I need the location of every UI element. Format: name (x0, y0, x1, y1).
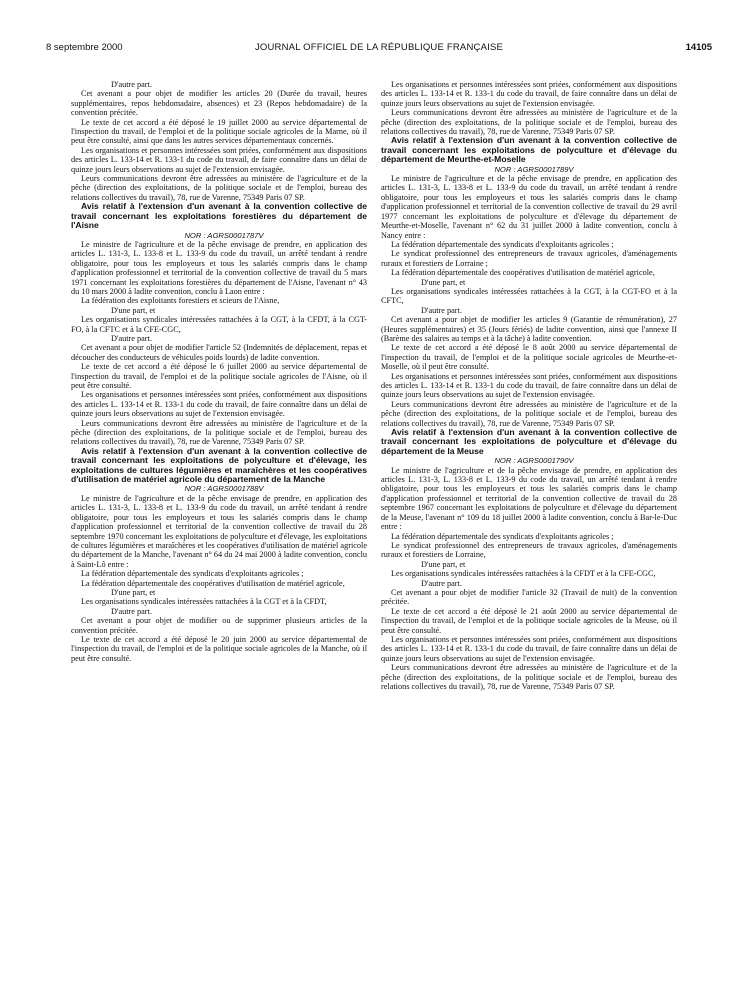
paragraph: Cet avenant a pour objet de modifier l'article 52 (Indemnités de déplacement, repas et découcher des conducteurs de véhicules poids lourds) de ladite convention. (71, 343, 367, 362)
notice-manche (71, 447, 367, 663)
nor-reference: NOR : AGRS0001787V (184, 230, 264, 240)
paragraph: Les organisations et personnes intéressées sont priées, conformément aux dispositions des articles L. 133-14 et R. 133-1 du code du travail, de faire connaître dans un délai de quinze jours leurs observations au sujet de l'extension envisagée. (71, 145, 367, 174)
paragraph: Cet avenant a pour objet de modifier les articles 20 (Durée du travail, heures supplémentaires, repos hebdomadaire, absences) et 23 (Repos hebdomadaire) de la convention précitée. (71, 89, 367, 118)
paragraph: Leurs communications devront être adressées au ministère de l'agriculture et de la pêche (direction des exploitations, de la politique sociale et de l'emploi, bureau des relations collectives du travail), 78, rue de Varenne, 75349 Paris 07 SP. (71, 418, 367, 447)
paragraph: Le texte de cet accord a été déposé le 19 juillet 2000 au service départemental de l'inspection du travail, de l'emploi et de la politique sociale agricoles de la Marne, où il peut être consulté, ainsi que dans les autres services départementaux concernés. (71, 117, 367, 146)
paragraph: D'autre part. (421, 578, 462, 588)
paragraph: La fédération départementale des syndicats d'exploitants agricoles ; (391, 531, 614, 541)
paragraph: D'autre part. (111, 333, 152, 343)
paragraph: D'autre part. (111, 606, 152, 616)
journal-title: JOURNAL OFFICIEL DE LA RÉPUBLIQUE FRANÇAISE (254, 42, 504, 53)
paragraph: D'autre part. (111, 80, 152, 89)
paragraph: Leurs communications devront être adressées au ministère de l'agriculture et de la pêche (direction des exploitations, de la politique sociale et de l'emploi, bureau des relations collectives du travail), 78, rue de Varenne, 75349 Paris 07 SP. (381, 108, 677, 137)
page-number: 14105 (685, 42, 712, 53)
page-header (46, 42, 712, 56)
paragraph: Cet avenant a pour objet de modifier l'article 32 (Travail de nuit) de la convention précitée. (381, 587, 677, 607)
notice-title: Avis relatif à l'extension d'un avenant à la convention collective de travail concernant les exploitations de polyculture et d'élevage, les exploitations de cultures légumières et maraîchères et les coopératives d'utilisation de matériel agricole du département de la Manche (71, 445, 367, 485)
paragraph: Les organisations syndicales intéressées rattachées à la CGT, à la CFDT, à la CGT-FO, à la CFTC et à la CFE-CGC, (71, 315, 367, 334)
paragraph: Les organisations et personnes intéressées sont priées, conformément aux dispositions des articles L. 133-14 et R. 133-1 du code du travail, de faire connaître dans un délai de quinze jours leurs observations au sujet de l'extension envisagée. (71, 390, 367, 419)
paragraph: La fédération départementale des syndicats d'exploitants agricoles ; (391, 239, 614, 249)
paragraph: Le ministre de l'agriculture et de la pêche envisage de prendre, en application des articles L. 131-3, L. 133-8 et L. 133-9 du code du travail, un arrêté tendant à rendre obligatoire, pour tous les employeurs et tous les salariés compris dans le champ d'application professionnel et territorial de la convention collective de travail du 28 septembre 1967 concernant les exploitations de polyculture et d'élevage du département de la Meuse, l'avenant n° 109 du 18 juillet 2000 à ladite convention, conclu à Bar-le-Duc entre : (381, 465, 677, 532)
paragraph: Les organisations et personnes intéressées sont priées, conformément aux dispositions des articles L. 133-14 et R. 133-1 du code du travail, de faire connaître dans un délai de quinze jours leurs observations au sujet de l'extension envisagée. (381, 371, 677, 400)
notice-title: Avis relatif à l'extension d'un avenant à la convention collective de travail concernant les exploitations forestières du département de l'Aisne (71, 201, 367, 231)
paragraph: Leurs communications devront être adressées au ministère de l'agriculture et de la pêche (direction des exploitations, de la politique sociale et de l'emploi, bureau des relations collectives du travail), 78, rue de Varenne, 75349 Paris 07 SP. (71, 174, 367, 202)
paragraph: Le syndicat professionnel des entrepreneurs de travaux agricoles, d'aménagements ruraux et forestiers de Lorraine ; (381, 249, 677, 268)
paragraph: La fédération départementale des syndicats d'exploitants agricoles ; (81, 569, 304, 579)
paragraph: Cet avenant a pour objet de modifier ou de supprimer plusieurs articles de la convention précitée. (71, 616, 367, 635)
paragraph: D'autre part. (421, 305, 462, 315)
paragraph: D'une part, et (111, 587, 156, 597)
nor-reference: NOR : AGRS0001789V (494, 164, 574, 174)
paragraph: La fédération départementale des coopératives d'utilisation de matériel agricole, (391, 268, 655, 278)
paragraph: Leurs communications devront être adressées au ministère de l'agriculture et de la pêche (direction des exploitations, de la politique sociale et de l'emploi, bureau des relations collectives du travail), 78, rue de Varenne, 75349 Paris 07 SP. (381, 663, 677, 691)
notice-aisne (71, 202, 367, 447)
paragraph: Le ministre de l'agriculture et de la pêche envisage de prendre, en application des articles L. 131-3, L. 133-8 et L. 133-9 du code du travail, un arrêté tendant à rendre obligatoire, pour tous les employeurs et tous les salariés compris dans le champ d'application professionnel et territorial de la convention collective de travail du 5 mars 1971 concernant les exploitations forestières du département de l'Aisne, l'avenant n° 43 du 10 mars 2000 à ladite convention, conclu à Laon entre : (71, 239, 367, 296)
paragraph: Le syndicat professionnel des entrepreneurs de travaux agricoles, d'aménagements ruraux et forestiers de Lorraine, (381, 540, 677, 560)
notice-meuse (381, 428, 677, 691)
notice-title: Avis relatif à l'extension d'un avenant à la convention collective de travail concernant les exploitations de polyculture et d'élevage du département de la Meuse (381, 427, 677, 456)
paragraph: Le texte de cet accord a été déposé le 21 août 2000 au service départemental de l'inspection du travail, de l'emploi et de la politique sociale agricoles de la Meuse, où il peut être consulté. (381, 606, 677, 635)
paragraph: Leurs communications devront être adressées au ministère de l'agriculture et de la pêche (direction des exploitations, de la politique sociale et de l'emploi, bureau des relations collectives du travail), 78, rue de Varenne, 75349 Paris 07 SP. (381, 399, 677, 428)
paragraph: Les organisations syndicales intéressées rattachées à la CGT, à la CGT-FO et à la CFTC, (381, 286, 677, 306)
notice-meurthe-et-moselle (381, 136, 677, 428)
paragraph: D'une part, et (421, 559, 466, 569)
paragraph: Les organisations syndicales intéressées rattachées à la CFDT et à la CFE-CGC, (391, 569, 656, 579)
paragraph: Le ministre de l'agriculture et de la pêche envisage de prendre, en application des articles L. 131-3, L. 133-8 et L. 133-9 du code du travail, un arrêté tendant à rendre obligatoire, pour tous les employeurs et tous les salariés compris dans le champ d'application professionnel et territorial de la convention collective de travail du 29 avril 1977 concernant les exploitations de polyculture et d'élevage du département de Meurthe-et-Moselle, l'avenant n° 62 du 31 juillet 2000 à ladite convention, conclu à Nancy entre : (381, 174, 677, 240)
paragraph: Cet avenant a pour objet de modifier les articles 9 (Garantie de rémunération), 27 (Heures supplémentaires) et 35 (Jours fériés) de ladite convention, ainsi que l'annexe II (Barème des salaires au temps et à la tâche) à ladite convention. (381, 315, 677, 343)
paragraph: D'une part, et (421, 277, 466, 287)
paragraph: Les organisations syndicales intéressées rattachées à la CGT et à la CFDT, (81, 597, 327, 607)
paragraph: La fédération départementale des coopératives d'utilisation de matériel agricole, (81, 578, 345, 588)
header-date: 8 septembre 2000 (46, 42, 123, 53)
paragraph: La fédération des exploitants forestiers et scieurs de l'Aisne, (81, 296, 280, 306)
right-column (381, 80, 677, 691)
nor-reference: NOR : AGRS0001790V (494, 456, 574, 466)
nor-reference: NOR : AGRS0001788V (184, 484, 264, 494)
paragraph: Le texte de cet accord a été déposé le 8 août 2000 au service départemental de l'inspection du travail, de l'emploi et de la politique sociale agricoles de Meurthe-et-Moselle, où il peut être consulté. (381, 343, 677, 372)
paragraph: Le texte de cet accord a été déposé le 6 juillet 2000 au service départemental de l'inspection du travail, de l'emploi et de la politique sociale agricoles de l'Aisne, où il peut être consulté. (71, 362, 367, 390)
notice-title: Avis relatif à l'extension d'un avenant à la convention collective de travail concernant les exploitations de polyculture et d'élevage du département de Meurthe-et-Moselle (381, 135, 677, 165)
paragraph: D'une part, et (111, 305, 156, 315)
left-column (71, 80, 367, 663)
paragraph: Le ministre de l'agriculture et de la pêche envisage de prendre, en application des articles L. 131-3, L. 133-8 et L. 133-9 du code du travail, un arrêté tendant à rendre obligatoire, pour tous les employeurs et tous les salariés compris dans le champ d'application professionnel et territorial de la convention collective de travail du 28 septembre 1970 concernant les exploitations de polyculture et d'élevage, les exploitations de cultures légumières et maraîchères et les coopératives d'utilisation de matériel agricole du département de la Manche, l'avenant n° 64 du 24 mai 2000 à ladite convention, conclu à Saint-Lô entre : (71, 493, 367, 569)
paragraph: Le texte de cet accord a été déposé le 20 juin 2000 au service départemental de l'inspection du travail, de l'emploi et de la politique sociale agricoles de la Manche, où il peut être consulté. (71, 634, 367, 663)
paragraph: Les organisations et personnes intéressées sont priées, conformément aux dispositions des articles L. 133-14 et R. 133-1 du code du travail, de faire connaître dans un délai de quinze jours leurs observations au sujet de l'extension envisagée. (381, 80, 677, 108)
paragraph: Les organisations et personnes intéressées sont priées, conformément aux dispositions des articles L. 133-14 et R. 133-1 du code du travail, de faire connaître dans un délai de quinze jours leurs observations au sujet de l'extension envisagée. (381, 634, 677, 663)
